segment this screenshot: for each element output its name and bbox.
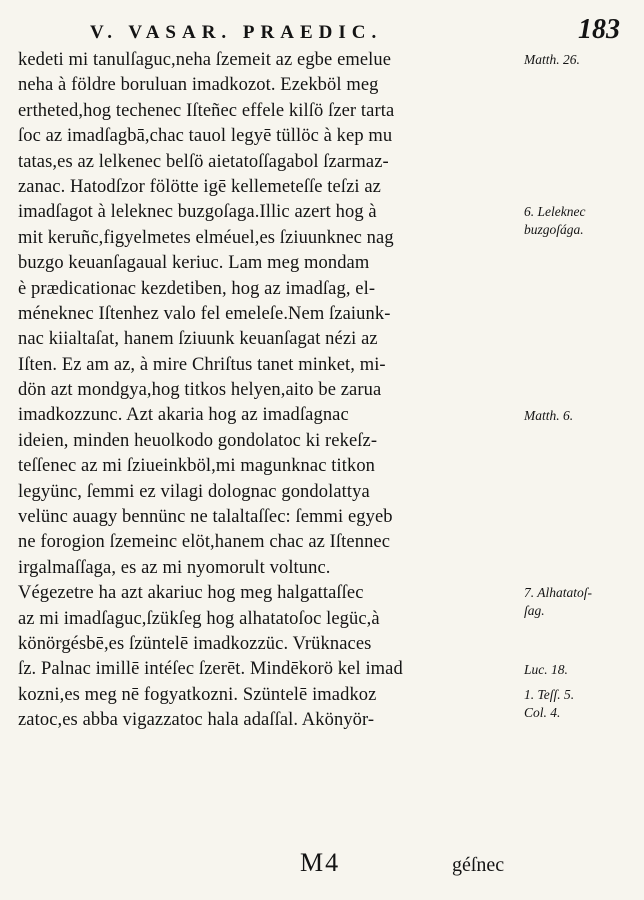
signature-mark: M4 [300, 848, 341, 877]
text-line: Végezetre ha azt akariuc hog meg halgattaſſec [18, 583, 364, 604]
text-line: ideien, minden heuolkodo gondolatoc ki rekeſz- [18, 430, 378, 451]
text-line: Iſten. Ez am az, à mire Chriſtus tanet minket, mi- [18, 354, 386, 375]
text-line: dön azt mondgya,hog titkos helyen,aito be zarua [18, 380, 382, 401]
text-line: nac kiialtaſat, hanem ſziuunk keuanſagat nézi az [18, 329, 378, 350]
text-line: tatas,es az lelkenec belſö aietatoſſagabol ſzarmaz- [18, 151, 389, 172]
text-line: ertheted,hog techenec Iſteñec effele kilſö ſzer tarta [18, 100, 395, 121]
text-line: legyünc, ſemmi ez vilagi dolognac gondolattya [18, 481, 370, 502]
page-number: 183 [578, 14, 620, 45]
margin-note: Col. 4. [524, 704, 561, 720]
text-line: zanac. Hatodſzor fölötte igē kellemeteſſe teſzi az [18, 176, 381, 197]
text-line: ſoc az imadſagbā,chac tauol legyē tüllöc à kep mu [18, 126, 393, 147]
text-line: ſz. Palnac imillē intéſec ſzerēt. Mindēkorö kel imad [18, 659, 403, 680]
text-line: buzgo keuanſagaual keriuc. Lam meg mondam [18, 253, 370, 274]
margin-note: 1. Teſſ. 5. [524, 687, 575, 702]
text-line: kedeti mi tanulſaguc,neha ſzemeit az egbe emelue [18, 50, 392, 70]
margin-note: Matth. 26. [524, 52, 580, 67]
margin-note: ſag. [524, 603, 545, 619]
margin-note: 6. Leleknec [524, 204, 586, 220]
page-header [90, 12, 620, 48]
text-line: è prædicationac kezdetiben, hog az imadſag, el- [18, 278, 376, 299]
catchword: géſnec [452, 854, 505, 876]
running-head: V. VASAR. PRAEDIC. [90, 22, 383, 43]
text-line: zatoc,es abba vigazzatoc hala adaſſal. Akönyör- [18, 710, 375, 731]
margin-note: 7. Alhatatoſ- [524, 585, 593, 601]
margin-note: Matth. 6. [524, 407, 574, 423]
margin-note: buzgoſága. [524, 222, 584, 238]
text-line: irgalmaſſaga, es az mi nyomorult voltunc. [18, 557, 331, 578]
text-line: imadkozzunc. Azt akaria hog az imadſagnac [18, 405, 349, 426]
text-line: méneknec Iſtenhez valo fel emeleſe.Nem ſzaiunk- [18, 303, 391, 324]
text-line: imadſagot à leleknec buzgoſaga.Illic azert hog à [18, 202, 377, 223]
body-text [18, 48, 530, 734]
text-line: kozni,es meg nē fogyatkozni. Szüntelē imadkoz [18, 684, 377, 705]
text-line: ne forogion ſzemeinc elöt,hanem chac az Iſtennec [18, 532, 391, 553]
margin-note: Luc. 18. [524, 661, 568, 677]
text-line: neha à földre boruluan imadkozot. Ezekböl meg [18, 75, 379, 96]
text-line: az mi imadſaguc,ſzükſeg hog alhatatoſoc legüc,à [18, 608, 380, 629]
text-line: teſſenec az mi ſziueinkböl,mi magunknac titkon [18, 456, 376, 477]
text-line: velünc auagy bennünc ne talaltaſſec: ſemmi egyeb [18, 507, 393, 528]
text-line: könörgésbē,es ſzüntelē imadkozzüc. Vrüknaces [18, 633, 372, 654]
text-line: mit keruñc,figyelmetes elméuel,es ſziuunknec nag [18, 227, 394, 248]
